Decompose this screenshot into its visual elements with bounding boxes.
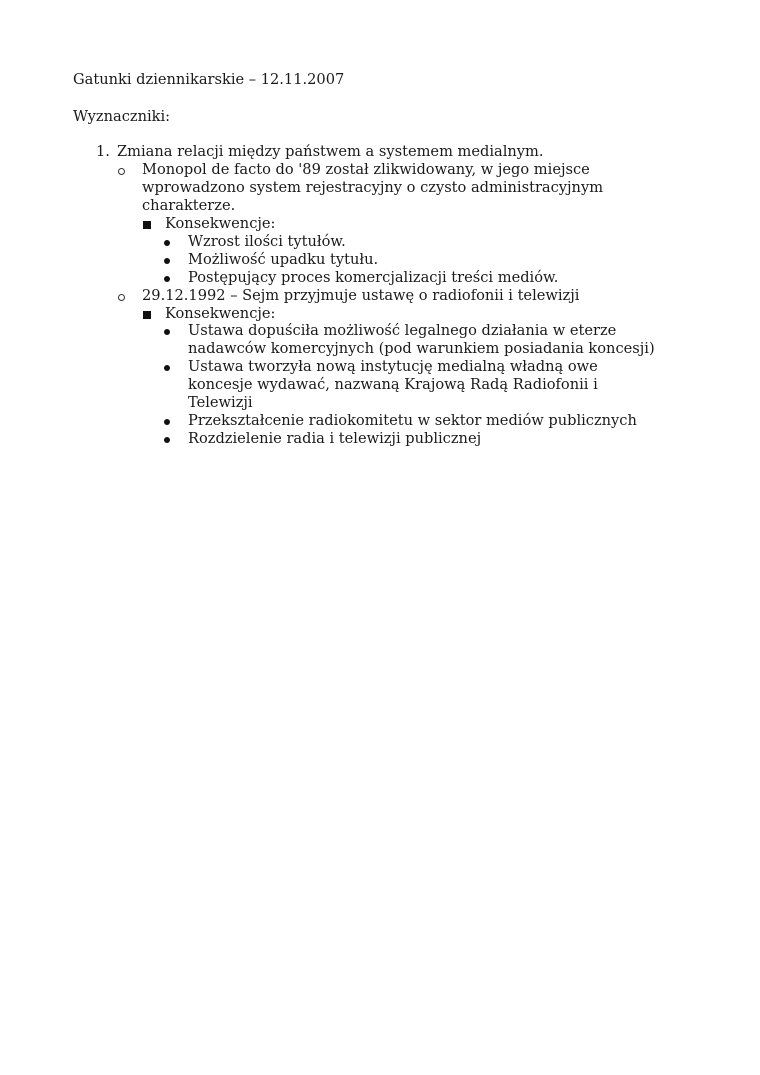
section-heading: Wyznaczniki: [73, 108, 171, 125]
sub-item-2-line: 29.12.1992 – Sejm przyjmuje ustawę o radiofonii i telewizji [142, 287, 580, 304]
square-bullet-icon [143, 221, 151, 229]
sub-item-1-line: wprowadzono system rejestracyjny o czysto administracyjnym [142, 179, 604, 196]
sub-item-1-line: charakterze. [142, 197, 236, 214]
bullet-item: Wzrost ilości tytułów. [188, 233, 346, 250]
bullet-item: koncesje wydawać, nazwaną Krajową Radą Radiofonii i [188, 376, 598, 393]
bullet-item: nadawców komercyjnych (pod warunkiem posiadania koncesji) [188, 340, 655, 357]
dot-bullet-icon [164, 276, 170, 282]
list-item-1: Zmiana relacji między państwem a systemem medialnym. [117, 143, 544, 160]
dot-bullet-icon [164, 258, 170, 264]
bullet-item: Ustawa dopuściła możliwość legalnego działania w eterze [188, 322, 617, 339]
bullet-item: Przekształcenie radiokomitetu w sektor mediów publicznych [188, 412, 637, 429]
dot-bullet-icon [164, 329, 170, 335]
bullet-item: Rozdzielenie radia i telewizji publicznej [188, 430, 482, 447]
square-bullet-icon [143, 311, 151, 319]
circle-bullet-icon [118, 294, 125, 301]
bullet-item: Postępujący proces komercjalizacji treści mediów. [188, 269, 559, 286]
list-number: 1. [96, 143, 110, 160]
dot-bullet-icon [164, 419, 170, 425]
bullet-item: Możliwość upadku tytułu. [188, 251, 379, 268]
bullet-item: Telewizji [188, 394, 253, 411]
consequences-label: Konsekwencje: [165, 215, 276, 232]
sub-item-1-line: Monopol de facto do '89 został zlikwidowany, w jego miejsce [142, 161, 590, 178]
document-title: Gatunki dziennikarskie – 12.11.2007 [73, 71, 345, 88]
bullet-item: Ustawa tworzyła nową instytucję medialną władną owe [188, 358, 598, 375]
circle-bullet-icon [118, 168, 125, 175]
dot-bullet-icon [164, 437, 170, 443]
dot-bullet-icon [164, 240, 170, 246]
consequences-label: Konsekwencje: [165, 305, 276, 322]
dot-bullet-icon [164, 365, 170, 371]
